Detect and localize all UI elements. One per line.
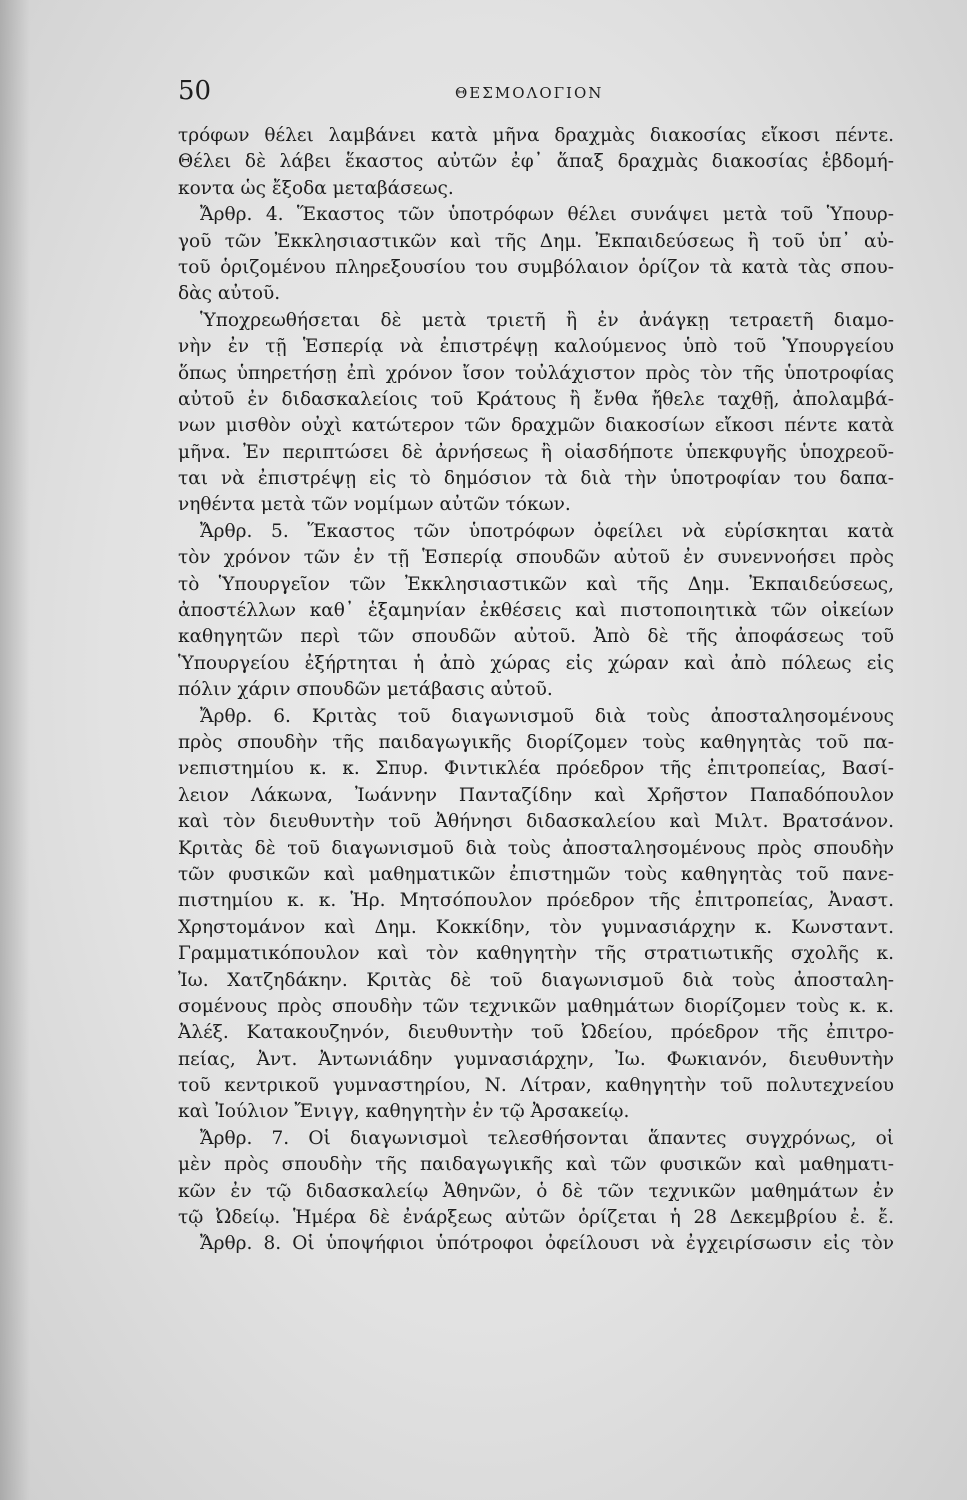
text-line: Ἄρθρ. 4. Ἕκαστος τῶν ὑποτρόφων θέλει συνάψει μετὰ τοῦ Ὑπουρ- <box>200 204 894 226</box>
text-line: Ἄρθρ. 7. Οἱ διαγωνισμοὶ τελεσθήσονται ἅπαντες συγχρόνως, οἱ <box>200 1127 894 1149</box>
page-edge-shadow <box>0 0 30 1500</box>
text-line: ἀποστέλλων καθ᾽ ἑξαμηνίαν ἐκθέσεις καὶ πιστοποιητικὰ τῶν οἰκείων <box>178 600 894 622</box>
text-line: Ἄρθρ. 6. Κριτὰς τοῦ διαγωνισμοῦ διὰ τοὺς ἀποσταλησομένους <box>200 705 894 727</box>
text-line: καὶ τὸν διευθυντὴν τοῦ Ἀθήνησι διδασκαλείου καὶ Μιλτ. Βρατσάνον. <box>178 811 894 833</box>
page-number: 50 <box>178 76 212 106</box>
running-title: ΘΕΣΜΟΛΟΓΙΟΝ <box>455 84 604 102</box>
text-line: μῆνα. Ἐν περιπτώσει δὲ ἀρνήσεως ἢ οἱασδήποτε ὑπεκφυγῆς ὑποχρεοῦ- <box>178 441 894 463</box>
text-line: τὸν χρόνον τῶν ἐν τῇ Ἑσπερίᾳ σπουδῶν αὐτοῦ ἐν συνεννοήσει πρὸς <box>178 547 894 569</box>
text-line: Χρηστομάνον καὶ Δημ. Κοκκίδην, τὸν γυμνασιάρχην κ. Κωνσταντ. <box>178 916 894 938</box>
text-line: σομένους πρὸς σπουδὴν τῶν τεχνικῶν μαθημάτων διορίζομεν τοὺς κ. κ. <box>178 995 894 1017</box>
text-line: Ὑποχρεωθήσεται δὲ μετὰ τριετῆ ἢ ἐν ἀνάγκῃ τετραετῆ διαμο- <box>200 309 894 331</box>
text-line: τῷ Ὠδείῳ. Ἡμέρα δὲ ἐνάρξεως αὐτῶν ὁρίζεται ἡ 28 Δεκεμβρίου ἐ. ἔ. <box>178 1207 894 1229</box>
text-line: Ὑπουργείου ἐξήρτηται ἡ ἀπὸ χώρας εἰς χώραν καὶ ἀπὸ πόλεως εἰς <box>178 652 894 674</box>
text-line: νηθέντα μετὰ τῶν νομίμων αὐτῶν τόκων. <box>178 494 571 516</box>
text-line: καθηγητῶν περὶ τῶν σπουδῶν αὐτοῦ. Ἀπὸ δὲ τῆς ἀποφάσεως τοῦ <box>178 626 894 648</box>
text-line: Ἄρθρ. 8. Οἱ ὑποψήφιοι ὑπότροφοι ὀφείλουσι νὰ ἐγχειρίσωσιν εἰς τὸν <box>200 1233 894 1255</box>
text-line: Ἄρθρ. 5. Ἕκαστος τῶν ὑποτρόφων ὀφείλει νὰ εὑρίσκηται κατὰ <box>200 520 894 542</box>
text-line: μὲν πρὸς σπουδὴν τῆς παιδαγωγικῆς καὶ τῶν φυσικῶν καὶ μαθηματι- <box>178 1154 894 1176</box>
text-line: Κριτὰς δὲ τοῦ διαγωνισμοῦ διὰ τοὺς ἀποσταλησομένους πρὸς σπουδὴν <box>178 837 894 859</box>
text-line: νεπιστημίου κ. κ. Σπυρ. Φιντικλέα πρόεδρον τῆς ἐπιτροπείας, Βασί- <box>178 758 894 780</box>
text-line: καὶ Ἰούλιον Ἔνιγγ, καθηγητὴν ἐν τῷ Ἀρσακείῳ. <box>178 1101 630 1123</box>
text-line: ται νὰ ἐπιστρέψῃ εἰς τὸ δημόσιον τὰ διὰ τὴν ὑποτροφίαν του δαπα- <box>178 468 894 490</box>
text-line: τὸ Ὑπουργεῖον τῶν Ἐκκλησιαστικῶν καὶ τῆς Δημ. Ἐκπαιδεύσεως, <box>178 573 894 595</box>
text-line: τῶν φυσικῶν καὶ μαθηματικῶν ἐπιστημῶν τοὺς καθηγητὰς τοῦ πανε- <box>178 863 894 885</box>
text-line: γοῦ τῶν Ἐκκλησιαστικῶν καὶ τῆς Δημ. Ἐκπαιδεύσεως ἢ τοῦ ὑπ᾽ αὐ- <box>178 230 894 252</box>
text-line: πείας, Ἀντ. Ἀντωνιάδην γυμνασιάρχην, Ἰω. Φωκιανόν, διευθυντὴν <box>178 1048 894 1070</box>
text-line: πόλιν χάριν σπουδῶν μετάβασις αὐτοῦ. <box>178 679 553 701</box>
text-line: πιστημίου κ. κ. Ἡρ. Μητσόπουλον πρόεδρον τῆς ἐπιτροπείας, Ἀναστ. <box>178 890 894 912</box>
text-line: ὅπως ὑπηρετήσῃ ἐπὶ χρόνον ἴσον τοὐλάχιστον πρὸς τὸν τῆς ὑποτροφίας <box>178 362 894 384</box>
text-line: νὴν ἐν τῇ Ἑσπερίᾳ νὰ ἐπιστρέψῃ καλούμενος ὑπὸ τοῦ Ὑπουργείου <box>178 336 894 358</box>
text-line: Ἀλέξ. Κατακουζηνόν, διευθυντὴν τοῦ Ὠδείου, πρόεδρον τῆς ἐπιτρο- <box>178 1022 894 1044</box>
text-line: κῶν ἐν τῷ διδασκαλείῳ Ἀθηνῶν, ὁ δὲ τῶν τεχνικῶν μαθημάτων ἐν <box>178 1180 894 1202</box>
text-line: Ἰω. Χατζηδάκην. Κριτὰς δὲ τοῦ διαγωνισμοῦ διὰ τοὺς ἀποσταλη- <box>178 969 894 991</box>
body-text <box>178 123 894 1258</box>
page-header <box>178 76 894 110</box>
text-line: κοντα ὡς ἔξοδα μεταβάσεως. <box>178 177 454 199</box>
text-line: πρὸς σπουδὴν τῆς παιδαγωγικῆς διορίζομεν τοὺς καθηγητὰς τοῦ πα- <box>178 731 894 753</box>
text-line: αὐτοῦ ἐν διδασκαλείοις τοῦ Κράτους ἢ ἔνθα ἤθελε ταχθῇ, ἀπολαμβά- <box>178 388 894 410</box>
text-line: τρόφων θέλει λαμβάνει κατὰ μῆνα δραχμὰς διακοσίας εἴκοσι πέντε. <box>178 125 894 146</box>
text-line: τοῦ ὁριζομένου πληρεξουσίου του συμβόλαιον ὁρίζον τὰ κατὰ τὰς σπου- <box>178 256 894 278</box>
text-line: Θέλει δὲ λάβει ἕκαστος αὐτῶν ἐφ᾽ ἅπαξ δραχμὰς διακοσίας ἑβδομή- <box>178 151 894 173</box>
text-line: δὰς αὐτοῦ. <box>178 283 281 305</box>
text-line: τοῦ κεντρικοῦ γυμναστηρίου, Ν. Λίτραν, καθηγητὴν τοῦ πολυτεχνείου <box>178 1075 894 1097</box>
text-line: νων μισθὸν οὐχὶ κατώτερον τῶν δραχμῶν διακοσίων εἴκοσι πέντε κατὰ <box>178 415 894 437</box>
text-line: Γραμματικόπουλον καὶ τὸν καθηγητὴν τῆς στρατιωτικῆς σχολῆς κ. <box>178 943 894 965</box>
text-line: λειον Λάκωνα, Ἰωάννην Πανταζίδην καὶ Χρῆστον Παπαδόπουλον <box>178 784 894 806</box>
